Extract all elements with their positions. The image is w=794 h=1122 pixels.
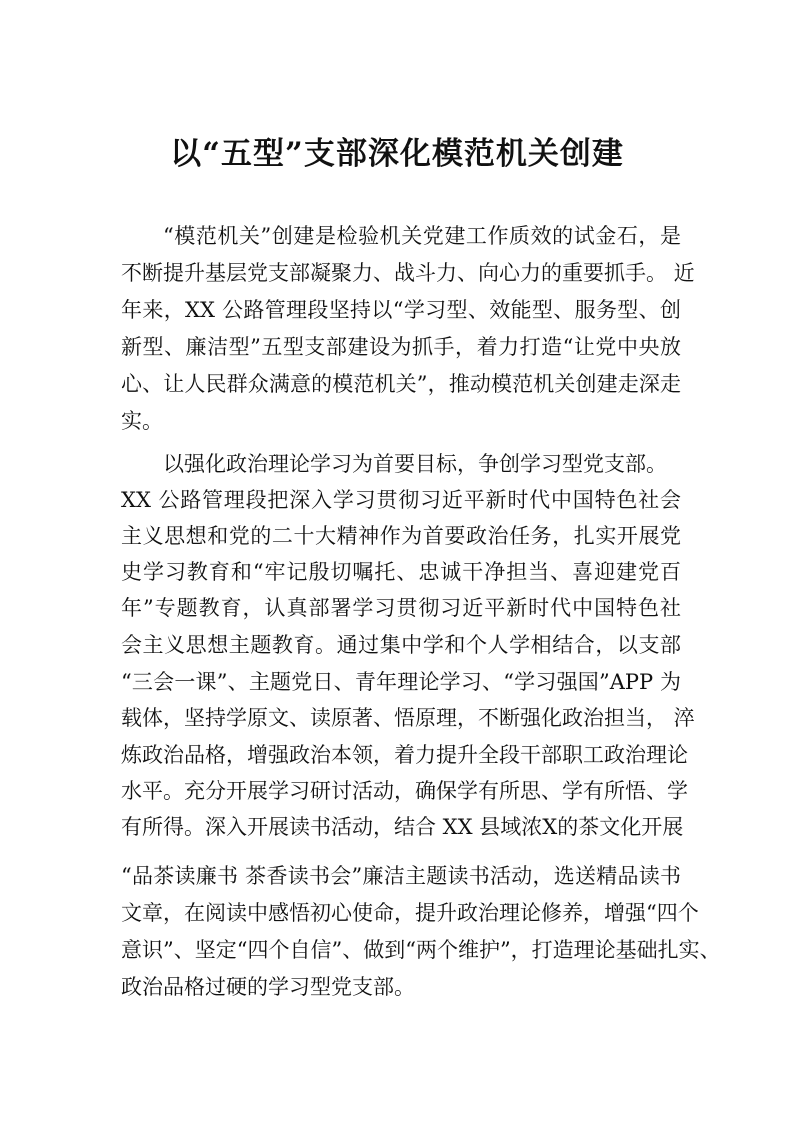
paragraph-1-line-1: “模范机关”创建是检验机关党建工作质效的试金石，是 xyxy=(163,224,681,248)
paragraph-2-line-9: 炼政治品格，增强政治本领，着力提升全段干部职工政治理论 xyxy=(121,743,688,767)
paragraph-2-line-3: 主义思想和党的二十大精神作为首要政治任务，扎实开展党 xyxy=(121,524,681,548)
paragraph-1-line-4: 新型、廉洁型”五型支部建设为抓手，着力打造“让党中央放 xyxy=(121,335,681,359)
paragraph-2-line-15: 政治品格过硬的学习型党支部。 xyxy=(121,975,415,999)
paragraph-2-line-12: “品茶读廉书 茶香读书会”廉洁主题读书活动，选送精品读书 xyxy=(121,864,681,888)
paragraph-2-line-8: 载体，坚持学原文、读原著、悟原理，不断强化政治担当， 淬 xyxy=(121,706,695,730)
paragraph-2-line-2: XX 公路管理段把深入学习贯彻习近平新时代中国特色社会 xyxy=(121,488,681,512)
paragraph-2-line-5: 年”专题教育，认真部署学习贯彻习近平新时代中国特色社 xyxy=(121,596,681,620)
paragraph-1-line-2: 不断提升基层党支部凝聚力、战斗力、向心力的重要抓手。 近 xyxy=(121,261,695,285)
paragraph-2-line-14: 意识”、坚定“四个自信”、做到“两个维护”，打造理论基础扎实、 xyxy=(121,938,721,962)
paragraph-2-line-10: 水平。充分开展学习研讨活动，确保学有所思、学有所悟、学 xyxy=(121,779,688,803)
page-title: 以“五型”支部深化模范机关创建 xyxy=(170,136,624,172)
paragraph-2-line-6: 会主义思想主题教育。通过集中学和个人学相结合，以支部 xyxy=(121,633,681,657)
paragraph-1-line-5: 心、让人民群众满意的模范机关”，推动模范机关创建走深走 xyxy=(121,372,681,396)
paragraph-2-line-13: 文章，在阅读中感悟初心使命，提升政治理论修养，增强“四个 xyxy=(121,901,699,925)
paragraph-1-line-3: 年来，XX 公路管理段坚持以“学习型、效能型、服务型、创 xyxy=(121,298,681,322)
paragraph-2-line-7: “三会一课”、主题党日、青年理论学习、“学习强国”APP 为 xyxy=(121,670,681,694)
paragraph-2-line-1: 以强化政治理论学习为首要目标，争创学习型党支部。 xyxy=(163,452,667,476)
paragraph-2-line-11: 有所得。深入开展读书活动，结合 XX 县域浓X的茶文化开展 xyxy=(121,815,684,839)
paragraph-2-line-4: 史学习教育和“牢记殷切嘱托、忠诚干净担当、喜迎建党百 xyxy=(121,560,681,584)
paragraph-1-line-6: 实。 xyxy=(121,409,163,433)
